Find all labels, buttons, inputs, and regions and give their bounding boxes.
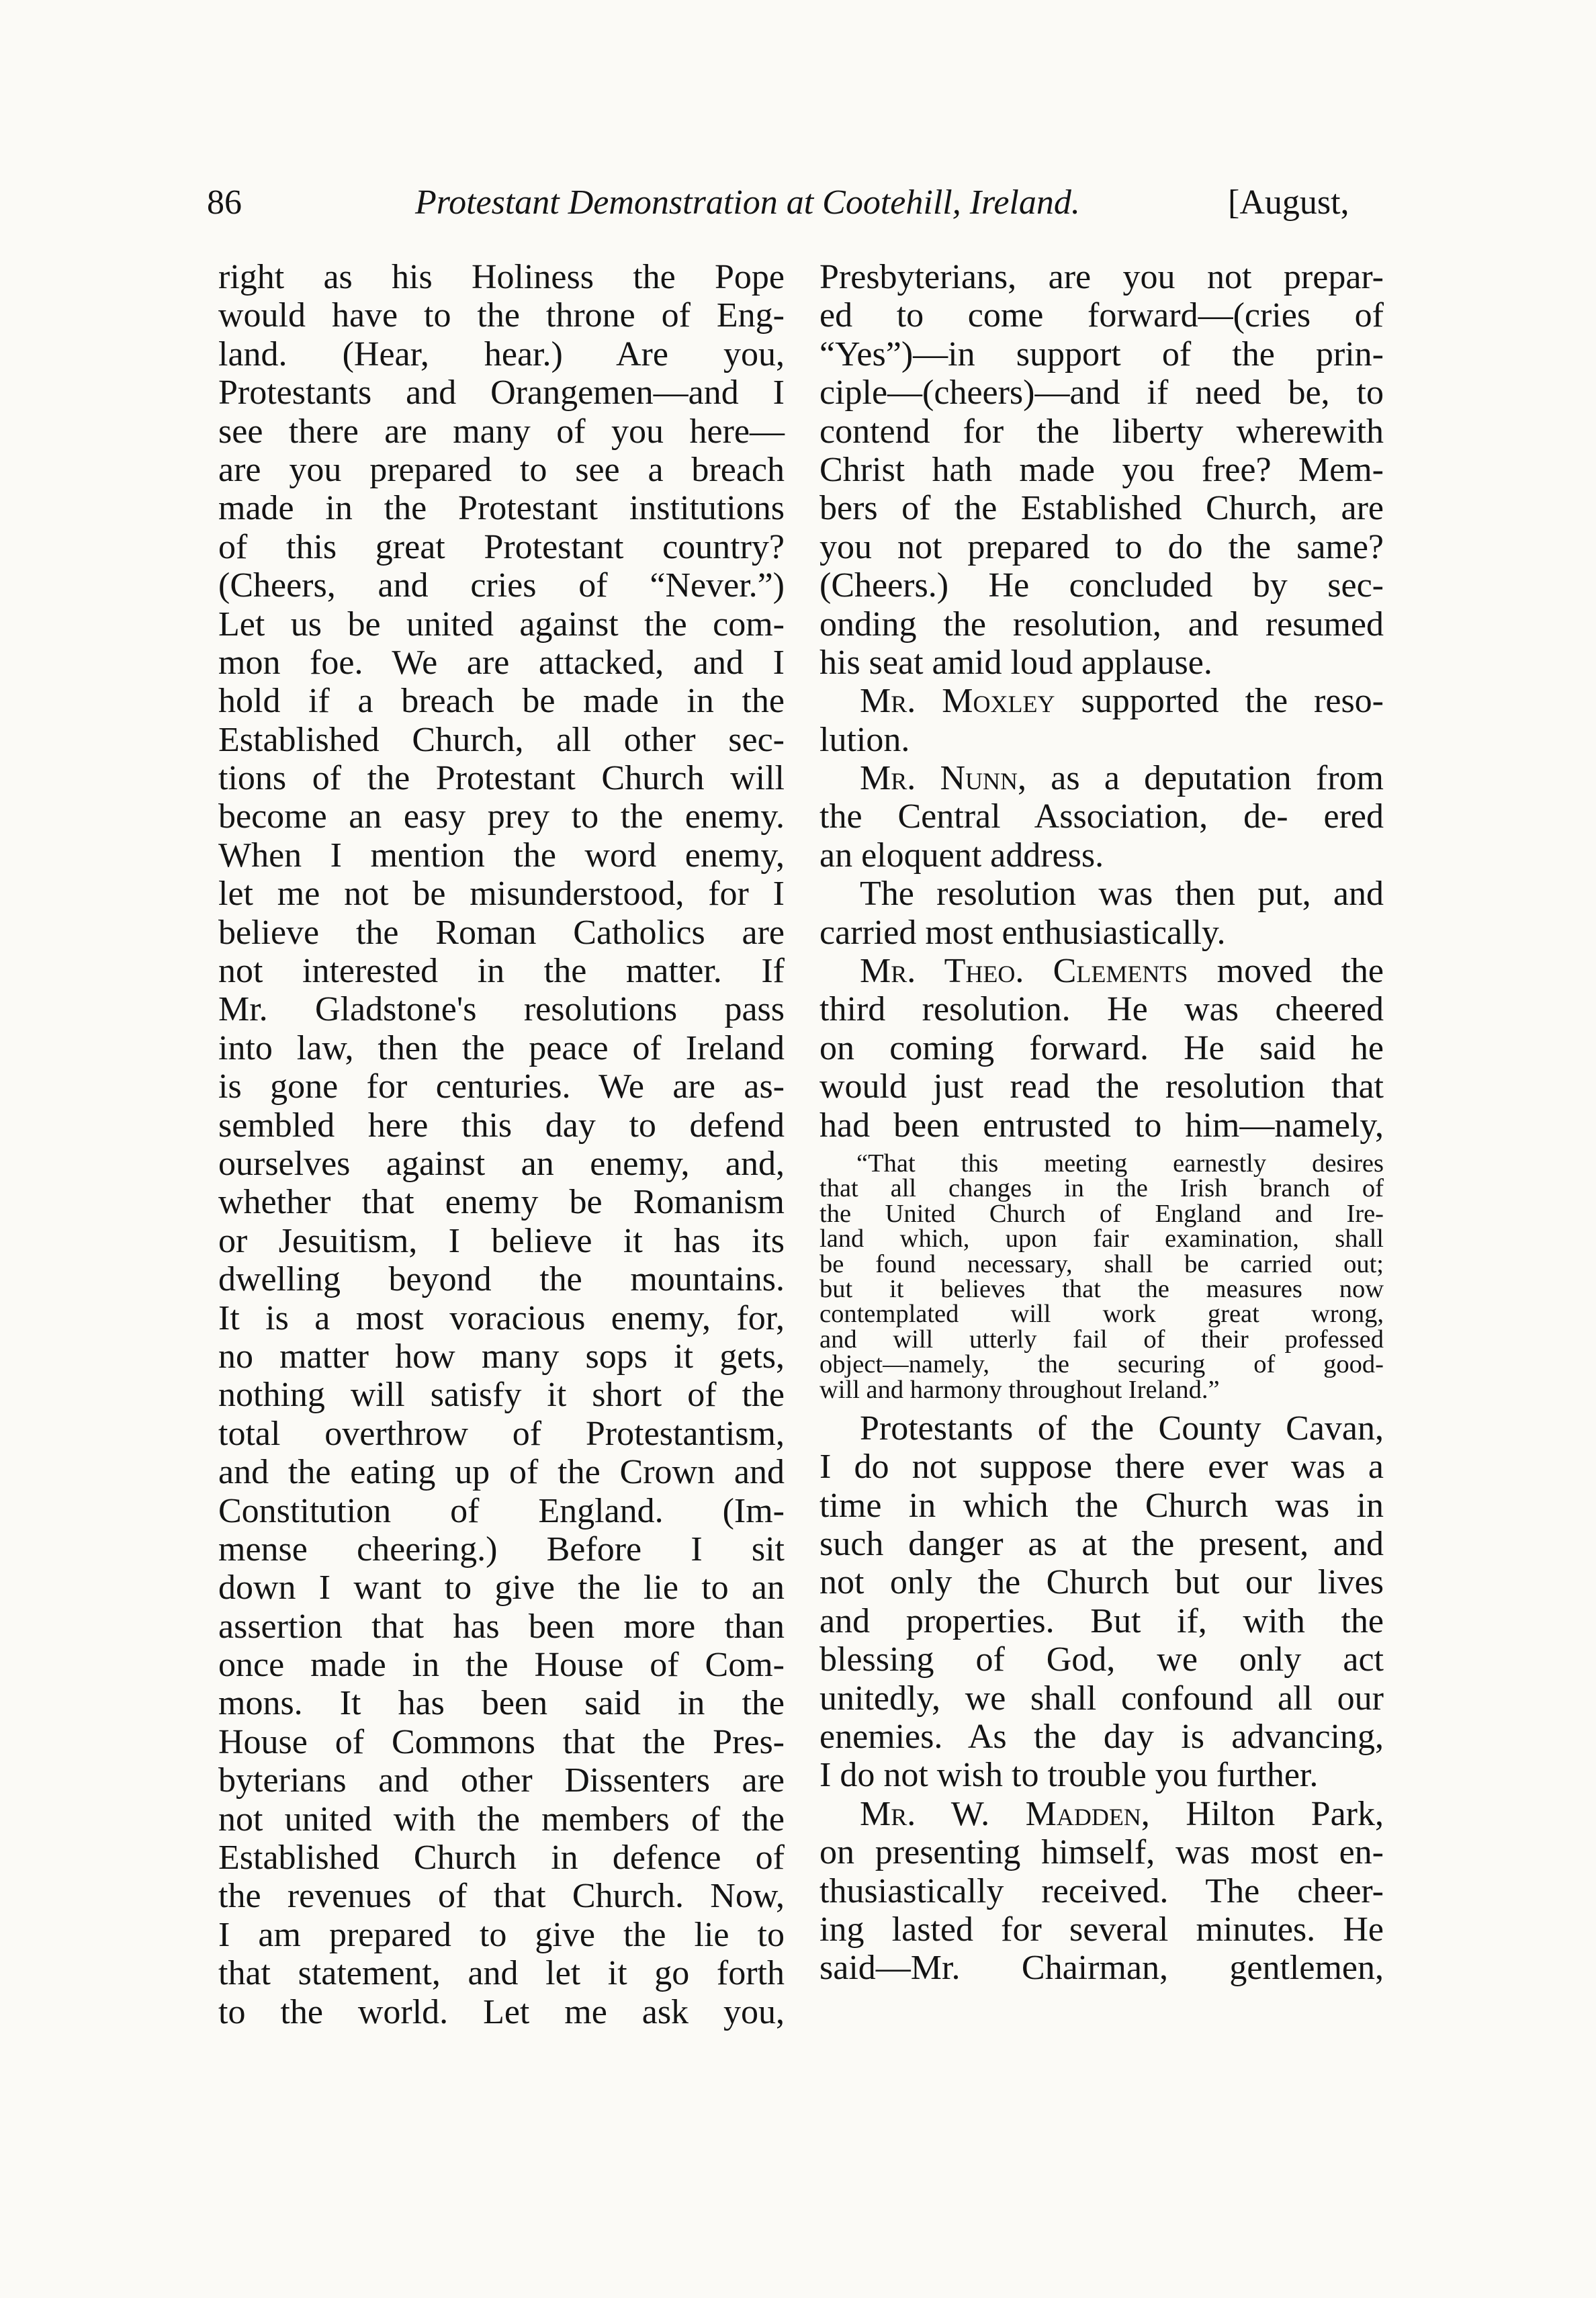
text-line: I do not wish to trouble you further. — [819, 1756, 1319, 1795]
paragraph-resolution-put: The resolution was then put, and — [860, 875, 1384, 914]
text-line: assertion that has been more than — [218, 1607, 785, 1646]
text-line: Let us be united against the com- — [218, 605, 785, 644]
text-line: or Jesuitism, I believe it has its — [218, 1221, 785, 1260]
text-line: not united with the members of the — [218, 1800, 785, 1839]
text-line: nothing will satisfy it short of the — [218, 1376, 785, 1415]
text-line: that statement, and let it go forth — [218, 1954, 785, 1993]
text-line: I am prepared to give the lie to — [218, 1915, 785, 1954]
text-line: not only the Church but our lives — [819, 1563, 1384, 1602]
speech-continuation — [819, 258, 1384, 682]
text-line: into law, then the peace of Ireland — [218, 1028, 785, 1067]
text-line: the Central Association, de- ered — [819, 797, 1384, 836]
text-line: mense cheering.) Before I sit — [218, 1530, 785, 1568]
text-line: (Cheers.) He concluded by sec- — [819, 566, 1384, 605]
madden-speech — [819, 1833, 1384, 1988]
text-line: would have to the throne of Eng- — [218, 296, 785, 335]
text-line: thusiastically received. The cheer- — [819, 1871, 1384, 1910]
speaker-name: Mr. Nunn, — [860, 759, 1027, 798]
text-line: lution. — [819, 720, 910, 759]
text-line: I do not suppose there ever was a — [819, 1448, 1384, 1487]
resolution-quote — [819, 1151, 1384, 1403]
text-line: to the world. Let me ask you, — [218, 1992, 785, 2031]
text-line: bers of the Established Church, are — [819, 489, 1384, 528]
text-line: right as his Holiness the Pope — [218, 258, 785, 296]
text-line: unitedly, we shall confound all our — [819, 1679, 1384, 1718]
text-line: the revenues of that Church. Now, — [218, 1877, 785, 1916]
text-line: “Yes”)—in support of the prin- — [819, 335, 1384, 373]
text-line: his seat amid loud applause. — [819, 643, 1212, 682]
quote-line: that all changes in the Irish branch of — [819, 1174, 1384, 1203]
text-line: carried most enthusiastically. — [819, 913, 1226, 952]
paragraph-cavan — [819, 1409, 1384, 1795]
text-line: land. (Hear, hear.) Are you, — [218, 335, 785, 373]
text-line: House of Commons that the Pres- — [218, 1722, 785, 1761]
text-line: on coming forward. He said he — [819, 1028, 1384, 1067]
quote-line: contemplated will work great wrong, — [819, 1300, 1384, 1329]
text-line: onding the resolution, and resumed — [819, 605, 1384, 644]
quote-line: but it believes that the measures now — [819, 1274, 1384, 1303]
text-line: let me not be misunderstood, for I — [218, 875, 785, 914]
text-line: Presbyterians, are you not prepar- — [819, 258, 1384, 296]
quote-line: land which, upon fair examination, shall — [819, 1225, 1384, 1253]
text-line: Established Church in defence of — [218, 1839, 785, 1877]
text-line: not interested in the matter. If — [218, 952, 785, 991]
text-line: said—Mr. Chairman, gentlemen, — [819, 1949, 1384, 1988]
text-line: sembled here this day to defend — [218, 1106, 785, 1145]
text-line: you not prepared to do the same? — [819, 527, 1384, 566]
text-line: Christ hath made you free? Mem- — [819, 450, 1384, 489]
text-line: When I mention the word enemy, — [218, 836, 785, 875]
text-line: had been entrusted to him—namely, — [819, 1106, 1384, 1145]
clements-speech — [819, 990, 1384, 1145]
text-line: ourselves against an enemy, and, — [218, 1144, 785, 1183]
speaker-name: Mr. Theo. Clements — [860, 952, 1188, 991]
text-line: made in the Protestant institutions — [218, 489, 785, 528]
text-line: mon foe. We are attacked, and I — [218, 643, 785, 682]
text-line: believe the Roman Catholics are — [218, 913, 785, 952]
text-line: is gone for centuries. We are as- — [218, 1067, 785, 1106]
text-line: byterians and other Dissenters are — [218, 1761, 785, 1800]
text-line: and the eating up of the Crown and — [218, 1453, 785, 1492]
text-line: hold if a breach be made in the — [218, 682, 785, 721]
text-line: time in which the Church was in — [819, 1486, 1384, 1525]
text-line: It is a most voracious enemy, for, — [218, 1298, 785, 1337]
text-line: and properties. But if, with the — [819, 1601, 1384, 1640]
text-line: ciple—(cheers)—and if need be, to — [819, 373, 1384, 412]
paragraph-nunn: Mr. Nunn, as a deputation from — [860, 759, 1384, 798]
right-column — [819, 258, 1384, 1988]
text-line: third resolution. He was cheered — [819, 990, 1384, 1029]
header-month: [August, — [1228, 183, 1349, 222]
text-line: enemies. As the day is advancing, — [819, 1718, 1384, 1757]
speaker-name: Mr. W. Madden, — [860, 1794, 1150, 1833]
text-line: of this great Protestant country? — [218, 527, 785, 566]
text-line: such danger as at the present, and — [819, 1525, 1384, 1564]
paragraph-madden: Mr. W. Madden, Hilton Park, — [860, 1794, 1384, 1833]
quote-line: will and harmony throughout Ireland.” — [819, 1375, 1220, 1404]
speaker-name: Mr. Moxley — [860, 682, 1055, 721]
text-line: Protestants and Orangemen—and I — [218, 373, 785, 412]
paragraph-moxley: Mr. Moxley supported the reso- — [860, 682, 1384, 721]
text-line: Established Church, all other sec- — [218, 720, 785, 759]
text-line: whether that enemy be Romanism — [218, 1183, 785, 1222]
running-title: Protestant Demonstration at Cootehill, Ireland. — [415, 183, 1080, 222]
text-line: tions of the Protestant Church will — [218, 759, 785, 798]
running-header — [207, 176, 1393, 230]
quote-line: and will utterly fail of their professed — [819, 1325, 1384, 1354]
text-line: (Cheers, and cries of “Never.”) — [218, 566, 785, 605]
text-line: ed to come forward—(cries of — [819, 296, 1384, 335]
text-line: down I want to give the lie to an — [218, 1568, 785, 1607]
text-line: Mr. Gladstone's resolutions pass — [218, 990, 785, 1029]
text-line: once made in the House of Com- — [218, 1646, 785, 1685]
text-line: Constitution of England. (Im- — [218, 1491, 785, 1530]
text-line: dwelling beyond the mountains. — [218, 1260, 785, 1299]
text-line: contend for the liberty wherewith — [819, 412, 1384, 451]
text-line: blessing of God, we only act — [819, 1640, 1384, 1679]
paragraph-clements: Mr. Theo. Clements moved the — [860, 952, 1384, 991]
text-line: an eloquent address. — [819, 836, 1104, 875]
quote-line: be found necessary, shall be carried out; — [819, 1249, 1384, 1278]
text-line: mons. It has been said in the — [218, 1684, 785, 1723]
text-line: on presenting himself, was most en- — [819, 1833, 1384, 1872]
text-line: Protestants of the County Cavan, — [860, 1409, 1384, 1448]
text-line: are you prepared to see a breach — [218, 450, 785, 489]
text-line: become an easy prey to the enemy. — [218, 797, 785, 836]
quote-line: “That this meeting earnestly desires — [856, 1149, 1384, 1178]
text-line: total overthrow of Protestantism, — [218, 1414, 785, 1453]
text-line: would just read the resolution that — [819, 1067, 1384, 1106]
left-column — [218, 258, 785, 2031]
text-line: ing lasted for several minutes. He — [819, 1910, 1384, 1949]
quote-line: object—namely, the securing of good- — [819, 1350, 1384, 1379]
text-line: see there are many of you here— — [218, 412, 785, 451]
text-line: no matter how many sops it gets, — [218, 1337, 785, 1376]
quote-line: the United Church of England and Ire- — [819, 1199, 1384, 1228]
page-number: 86 — [207, 183, 242, 222]
